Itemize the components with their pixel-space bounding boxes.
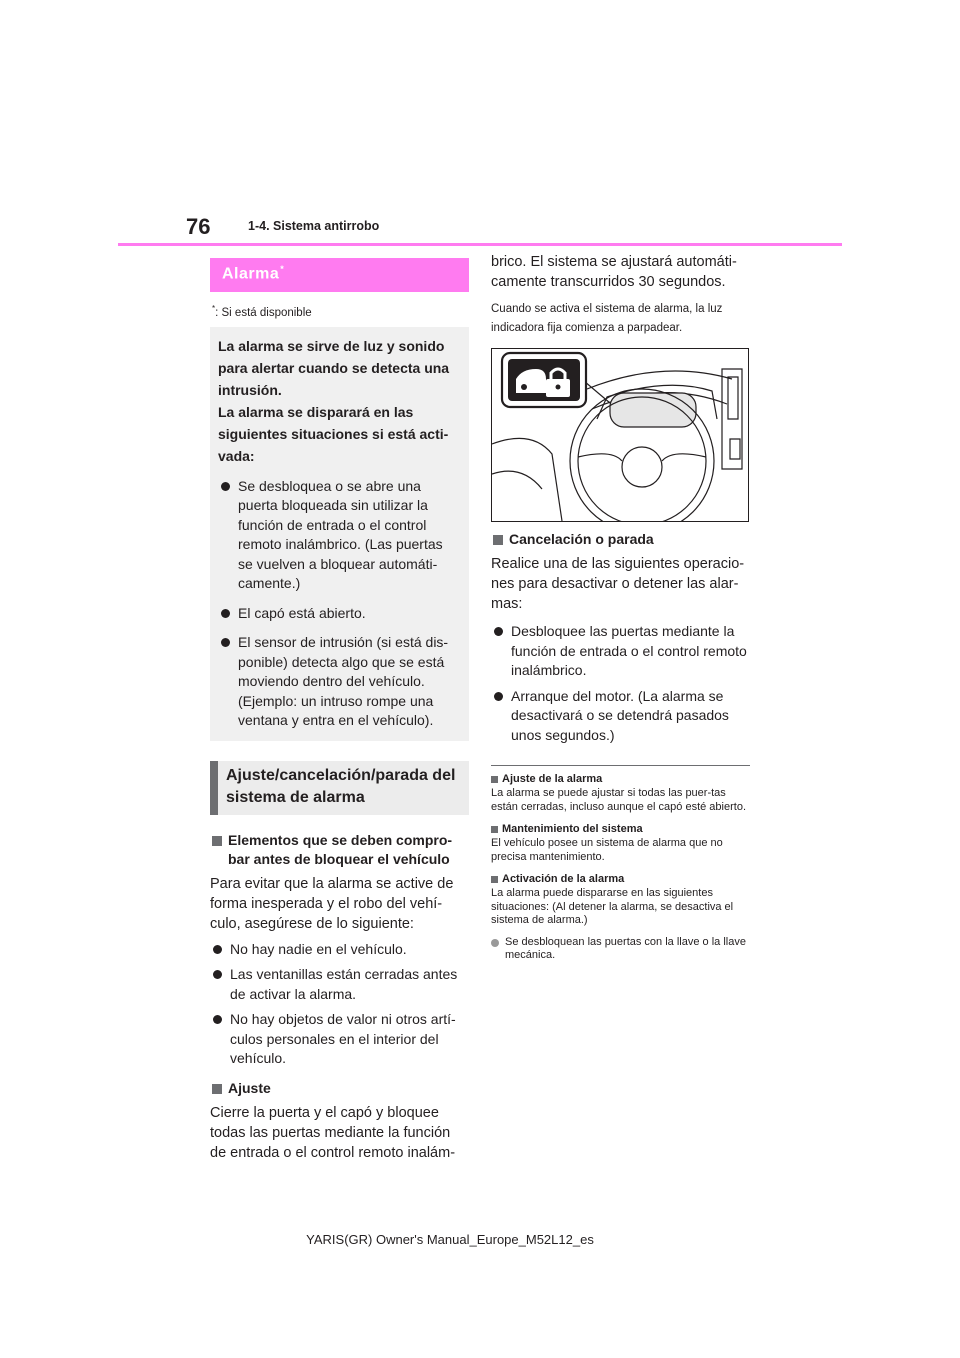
trigger-list bbox=[218, 477, 461, 731]
cancel-paragraph: Realice una de las siguientes operacio-nes para desactivar o detener las alar-mas: bbox=[491, 556, 745, 612]
intro-lead-line: La alarma se sirve de luz y sonido bbox=[218, 337, 445, 354]
cancel-item: Desbloquee las puertas mediante la función de entrada o el control remoto inalámbrico. bbox=[511, 623, 747, 678]
note-bullet-text: Se desbloquean las puertas con la llave o la llave mecánica. bbox=[505, 935, 746, 961]
list-item bbox=[218, 633, 461, 731]
note-bullet bbox=[491, 936, 750, 963]
security-indicator-callout bbox=[502, 353, 586, 407]
bullet-dot bbox=[221, 638, 230, 647]
note-heading-text: Activación de la alarma bbox=[502, 873, 625, 885]
trigger-sensor: El sensor de intrusión (si está dis-ponible) detecta algo que se está moviendo dentro del vehículo. (Ejemplo: un intruso rompe una ventana y entra en el vehículo). bbox=[238, 634, 449, 729]
intro-lead bbox=[218, 335, 461, 467]
footer-text: YARIS(GR) Owner's Manual_Europe_M52L12_es bbox=[306, 1232, 594, 1247]
note-heading bbox=[491, 823, 750, 835]
section-title: 1-4. Sistema antirrobo bbox=[248, 219, 380, 233]
ajuste-heading bbox=[210, 1079, 469, 1098]
list-item bbox=[218, 604, 461, 624]
note-heading-text: Mantenimiento del sistema bbox=[502, 823, 643, 835]
cancel-list bbox=[491, 622, 750, 745]
bullet-dot bbox=[491, 939, 499, 947]
intro-box bbox=[210, 327, 469, 741]
cancel-heading-text: Cancelación o parada bbox=[509, 531, 654, 547]
footnote-mark: * bbox=[212, 304, 216, 313]
bullet-dot bbox=[221, 482, 230, 491]
square-bullet-icon bbox=[493, 535, 503, 545]
availability-footnote bbox=[212, 304, 469, 319]
left-column bbox=[210, 258, 469, 1163]
check-item: Las ventanillas están cerradas antes de activar la alarma. bbox=[230, 966, 458, 1002]
footnote-text: : Si está disponible bbox=[215, 306, 312, 319]
square-bullet-icon bbox=[491, 776, 498, 783]
header-rule bbox=[118, 243, 842, 246]
note-text: La alarma puede dispararse en las siguientes situaciones: (Al detener la alarma, se desactiva el sistema de alarma.) bbox=[491, 887, 734, 926]
notes-divider bbox=[491, 765, 750, 766]
intro-lead-line: para alertar cuando se detecta una bbox=[218, 359, 450, 376]
bullet-dot bbox=[213, 945, 222, 954]
cancel-heading bbox=[491, 530, 750, 549]
dashboard-illustration bbox=[491, 348, 749, 522]
continued-paragraph: brico. El sistema se ajustará automáti-camente transcurridos 30 segundos. bbox=[491, 254, 737, 290]
square-bullet-icon bbox=[212, 836, 222, 846]
cancel-item: Arranque del motor. (La alarma se desactivará o se detendrá pasados unos segundos.) bbox=[511, 687, 729, 743]
items-paragraph: Para evitar que la alarma se active de forma inesperada y el robo del vehí-culo, asegúrese de lo siguiente: bbox=[210, 875, 454, 932]
alarm-heading bbox=[210, 258, 469, 292]
note-heading-text: Ajuste de la alarma bbox=[502, 773, 603, 785]
check-list bbox=[210, 940, 469, 1069]
note-heading bbox=[491, 873, 750, 885]
trigger-hood: El capó está abierto. bbox=[238, 604, 366, 621]
list-item bbox=[210, 1010, 469, 1069]
square-bullet-icon bbox=[212, 1084, 222, 1094]
alarm-heading-mark: * bbox=[280, 264, 285, 274]
dashboard-drawing bbox=[492, 349, 748, 521]
list-item bbox=[210, 965, 469, 1004]
intro-lead-line: La alarma se disparará en las bbox=[218, 403, 414, 420]
bullet-dot bbox=[213, 970, 222, 979]
note-text: El vehículo posee un sistema de alarma que no precisa mantenimiento. bbox=[491, 837, 723, 863]
intro-lead-line: siguientes situaciones si está acti- bbox=[218, 425, 449, 442]
page-number: 76 bbox=[186, 214, 211, 239]
indicator-note: Cuando se activa el sistema de alarma, la luz indicadora fija comienza a parpadear. bbox=[491, 303, 723, 334]
ajuste-paragraph: Cierre la puerta y el capó y bloquee todas las puertas mediante la función de entrada o el control remoto inalám- bbox=[210, 1104, 456, 1161]
bullet-dot bbox=[494, 692, 503, 701]
list-item bbox=[210, 940, 469, 960]
intro-lead-line: vada: bbox=[218, 447, 255, 464]
setting-section-heading: Ajuste/cancelación/parada del sistema de alarma bbox=[210, 761, 469, 815]
square-bullet-icon bbox=[491, 876, 498, 883]
bullet-dot bbox=[213, 1015, 222, 1024]
note-text: La alarma se puede ajustar si todas las puer-tas están cerradas, incluso aunque el capó esté abierto. bbox=[491, 787, 746, 813]
alarm-heading-text: Alarma bbox=[222, 265, 280, 283]
bullet-dot bbox=[221, 609, 230, 618]
trigger-unlock: Se desbloquea o se abre una puerta bloqueada sin utilizar la función de entrada o el control remoto inalámbrico. (Las puertas se vuelven a bloquear automáti-camente.) bbox=[238, 477, 443, 592]
items-heading bbox=[210, 831, 469, 869]
check-item: No hay nadie en el vehículo. bbox=[230, 940, 407, 957]
square-bullet-icon bbox=[491, 826, 498, 833]
intro-lead-line: intrusión. bbox=[218, 381, 282, 398]
list-item bbox=[491, 687, 750, 746]
list-item bbox=[491, 622, 750, 681]
note-heading bbox=[491, 773, 750, 785]
items-heading-text: Elementos que se deben compro-bar antes de bloquear el vehículo bbox=[228, 831, 453, 867]
right-column bbox=[491, 252, 750, 963]
bullet-dot bbox=[494, 627, 503, 636]
check-item: No hay objetos de valor ni otros artí-culos personales en el interior del vehículo. bbox=[230, 1011, 456, 1067]
ajuste-heading-text: Ajuste bbox=[228, 1079, 271, 1096]
list-item bbox=[218, 477, 461, 594]
page-footer bbox=[0, 1232, 960, 1247]
